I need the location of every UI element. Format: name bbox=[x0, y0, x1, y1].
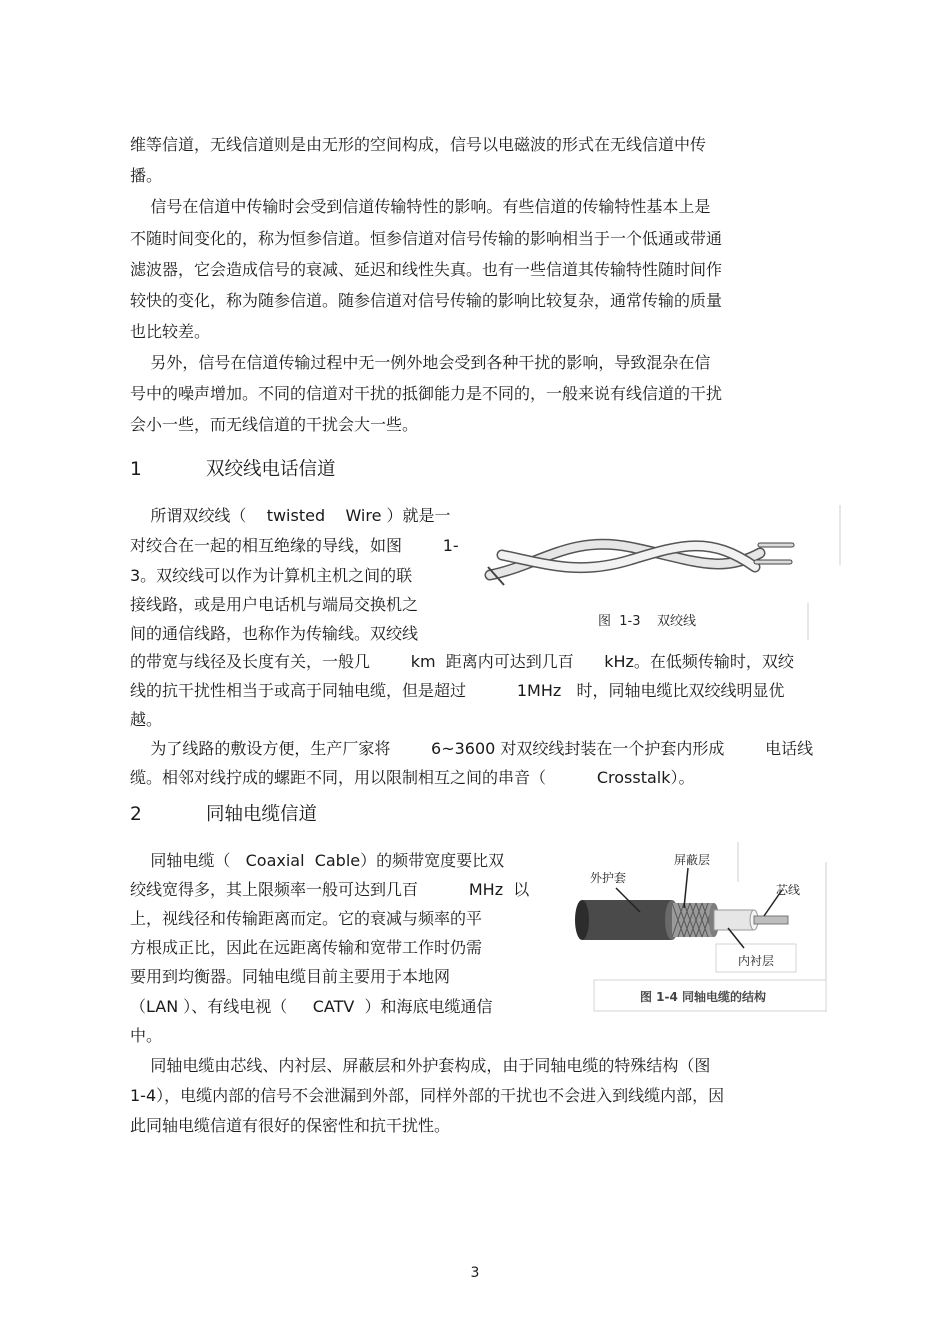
body-text-line: 线的抗干扰性相当于或高于同轴电缆，但是超过 1MHz 时，同轴电缆比双绞线明显优 bbox=[130, 681, 785, 700]
body-text-line: 不随时间变化的，称为恒参信道。恒参信道对信号传输的影响相当于一个低通或带通 bbox=[130, 229, 723, 248]
section-number: 2 bbox=[130, 804, 142, 825]
section-heading bbox=[130, 803, 317, 827]
body-text-line: 同轴电缆（ Coaxial Cable）的频带宽度要比双 bbox=[130, 851, 505, 870]
body-text-line: 所谓双绞线（ twisted Wire ）就是一 bbox=[130, 506, 451, 525]
coaxial-cable-figure bbox=[568, 842, 830, 1014]
body-text-line: 间的通信线路，也称作为传输线。双绞线 bbox=[130, 624, 419, 643]
body-text-line: 同轴电缆由芯线、内衬层、屏蔽层和外护套构成，由于同轴电缆的特殊结构（图 bbox=[130, 1056, 711, 1075]
body-text-line: 上，视线径和传输距离而定。它的衰减与频率的平 bbox=[130, 909, 483, 928]
body-text-line: 要用到均衡器。同轴电缆目前主要用于本地网 bbox=[130, 967, 451, 986]
body-text-line: 号中的噪声增加。不同的信道对干扰的抵御能力是不同的，一般来说有线信道的干扰 bbox=[130, 384, 723, 403]
body-text-line: 维等信道，无线信道则是由无形的空间构成，信号以电磁波的形式在无线信道中传 bbox=[130, 135, 707, 154]
section-title: 双绞线电话信道 bbox=[206, 459, 336, 480]
label-shield: 屏蔽层 bbox=[674, 853, 711, 867]
body-text-line: 绞线宽得多，其上限频率一般可达到几百 MHz 以 bbox=[130, 880, 530, 899]
body-text-line: 也比较差。 bbox=[130, 322, 211, 341]
body-text-line: 越。 bbox=[130, 710, 163, 729]
body-text-line: 信号在信道中传输时会受到信道传输特性的影响。有些信道的传输特性基本上是 bbox=[130, 197, 711, 216]
page-number: 3 bbox=[470, 1265, 480, 1281]
body-text-line: 会小一些，而无线信道的干扰会大一些。 bbox=[130, 415, 419, 434]
body-text-line: 另外，信号在信道传输过程中无一例外地会受到各种干扰的影响，导致混杂在信 bbox=[130, 353, 711, 372]
section-title: 同轴电缆信道 bbox=[206, 804, 318, 825]
section-heading bbox=[130, 458, 336, 482]
body-text-line: 此同轴电缆信道有很好的保密性和抗干扰性。 bbox=[130, 1116, 451, 1135]
body-text-line: 滤波器，它会造成信号的衰减、延迟和线性失真。也有一些信道其传输特性随时间作 bbox=[130, 260, 723, 279]
body-text-line: 1-4），电缆内部的信号不会泄漏到外部，同样外部的干扰也不会进入到线缆内部，因 bbox=[130, 1086, 725, 1105]
body-text-line: 的带宽与线径及长度有关，一般几 km 距离内可达到几百 kHz。在低频传输时，双绞 bbox=[130, 652, 794, 671]
body-text-line: （LAN ）、有线电视（ CATV ）和海底电缆通信 bbox=[130, 997, 493, 1016]
label-core: 芯线 bbox=[776, 883, 801, 897]
body-text-line: 为了线路的敷设方便，生产厂家将 6~3600 对双绞线封装在一个护套内形成 电话线 bbox=[130, 739, 814, 758]
body-text-line: 缆。相邻对线拧成的螺距不同，用以限制相互之间的串音（ Crosstalk）。 bbox=[130, 768, 695, 787]
figure-caption: 图 1-3 双绞线 bbox=[598, 614, 697, 629]
body-text-line: 接线路，或是用户电话机与端局交换机之 bbox=[130, 595, 419, 614]
body-text-line: 较快的变化，称为随参信道。随参信道对信号传输的影响比较复杂，通常传输的质量 bbox=[130, 291, 723, 310]
body-text-line: 3。双绞线可以作为计算机主机之间的联 bbox=[130, 566, 413, 585]
label-inner-insulation: 内衬层 bbox=[738, 954, 775, 968]
figure-caption: 图 1-4 同轴电缆的结构 bbox=[640, 990, 767, 1004]
body-text-line: 对绞合在一起的相互绝缘的导线，如图 1- bbox=[130, 536, 459, 555]
body-text-line: 方根成正比，因此在远距离传输和宽带工作时仍需 bbox=[130, 938, 483, 957]
label-outer-jacket: 外护套 bbox=[590, 871, 627, 885]
section-number: 1 bbox=[130, 459, 142, 480]
body-text-line: 播。 bbox=[130, 166, 163, 185]
body-text-line: 中。 bbox=[130, 1026, 163, 1045]
